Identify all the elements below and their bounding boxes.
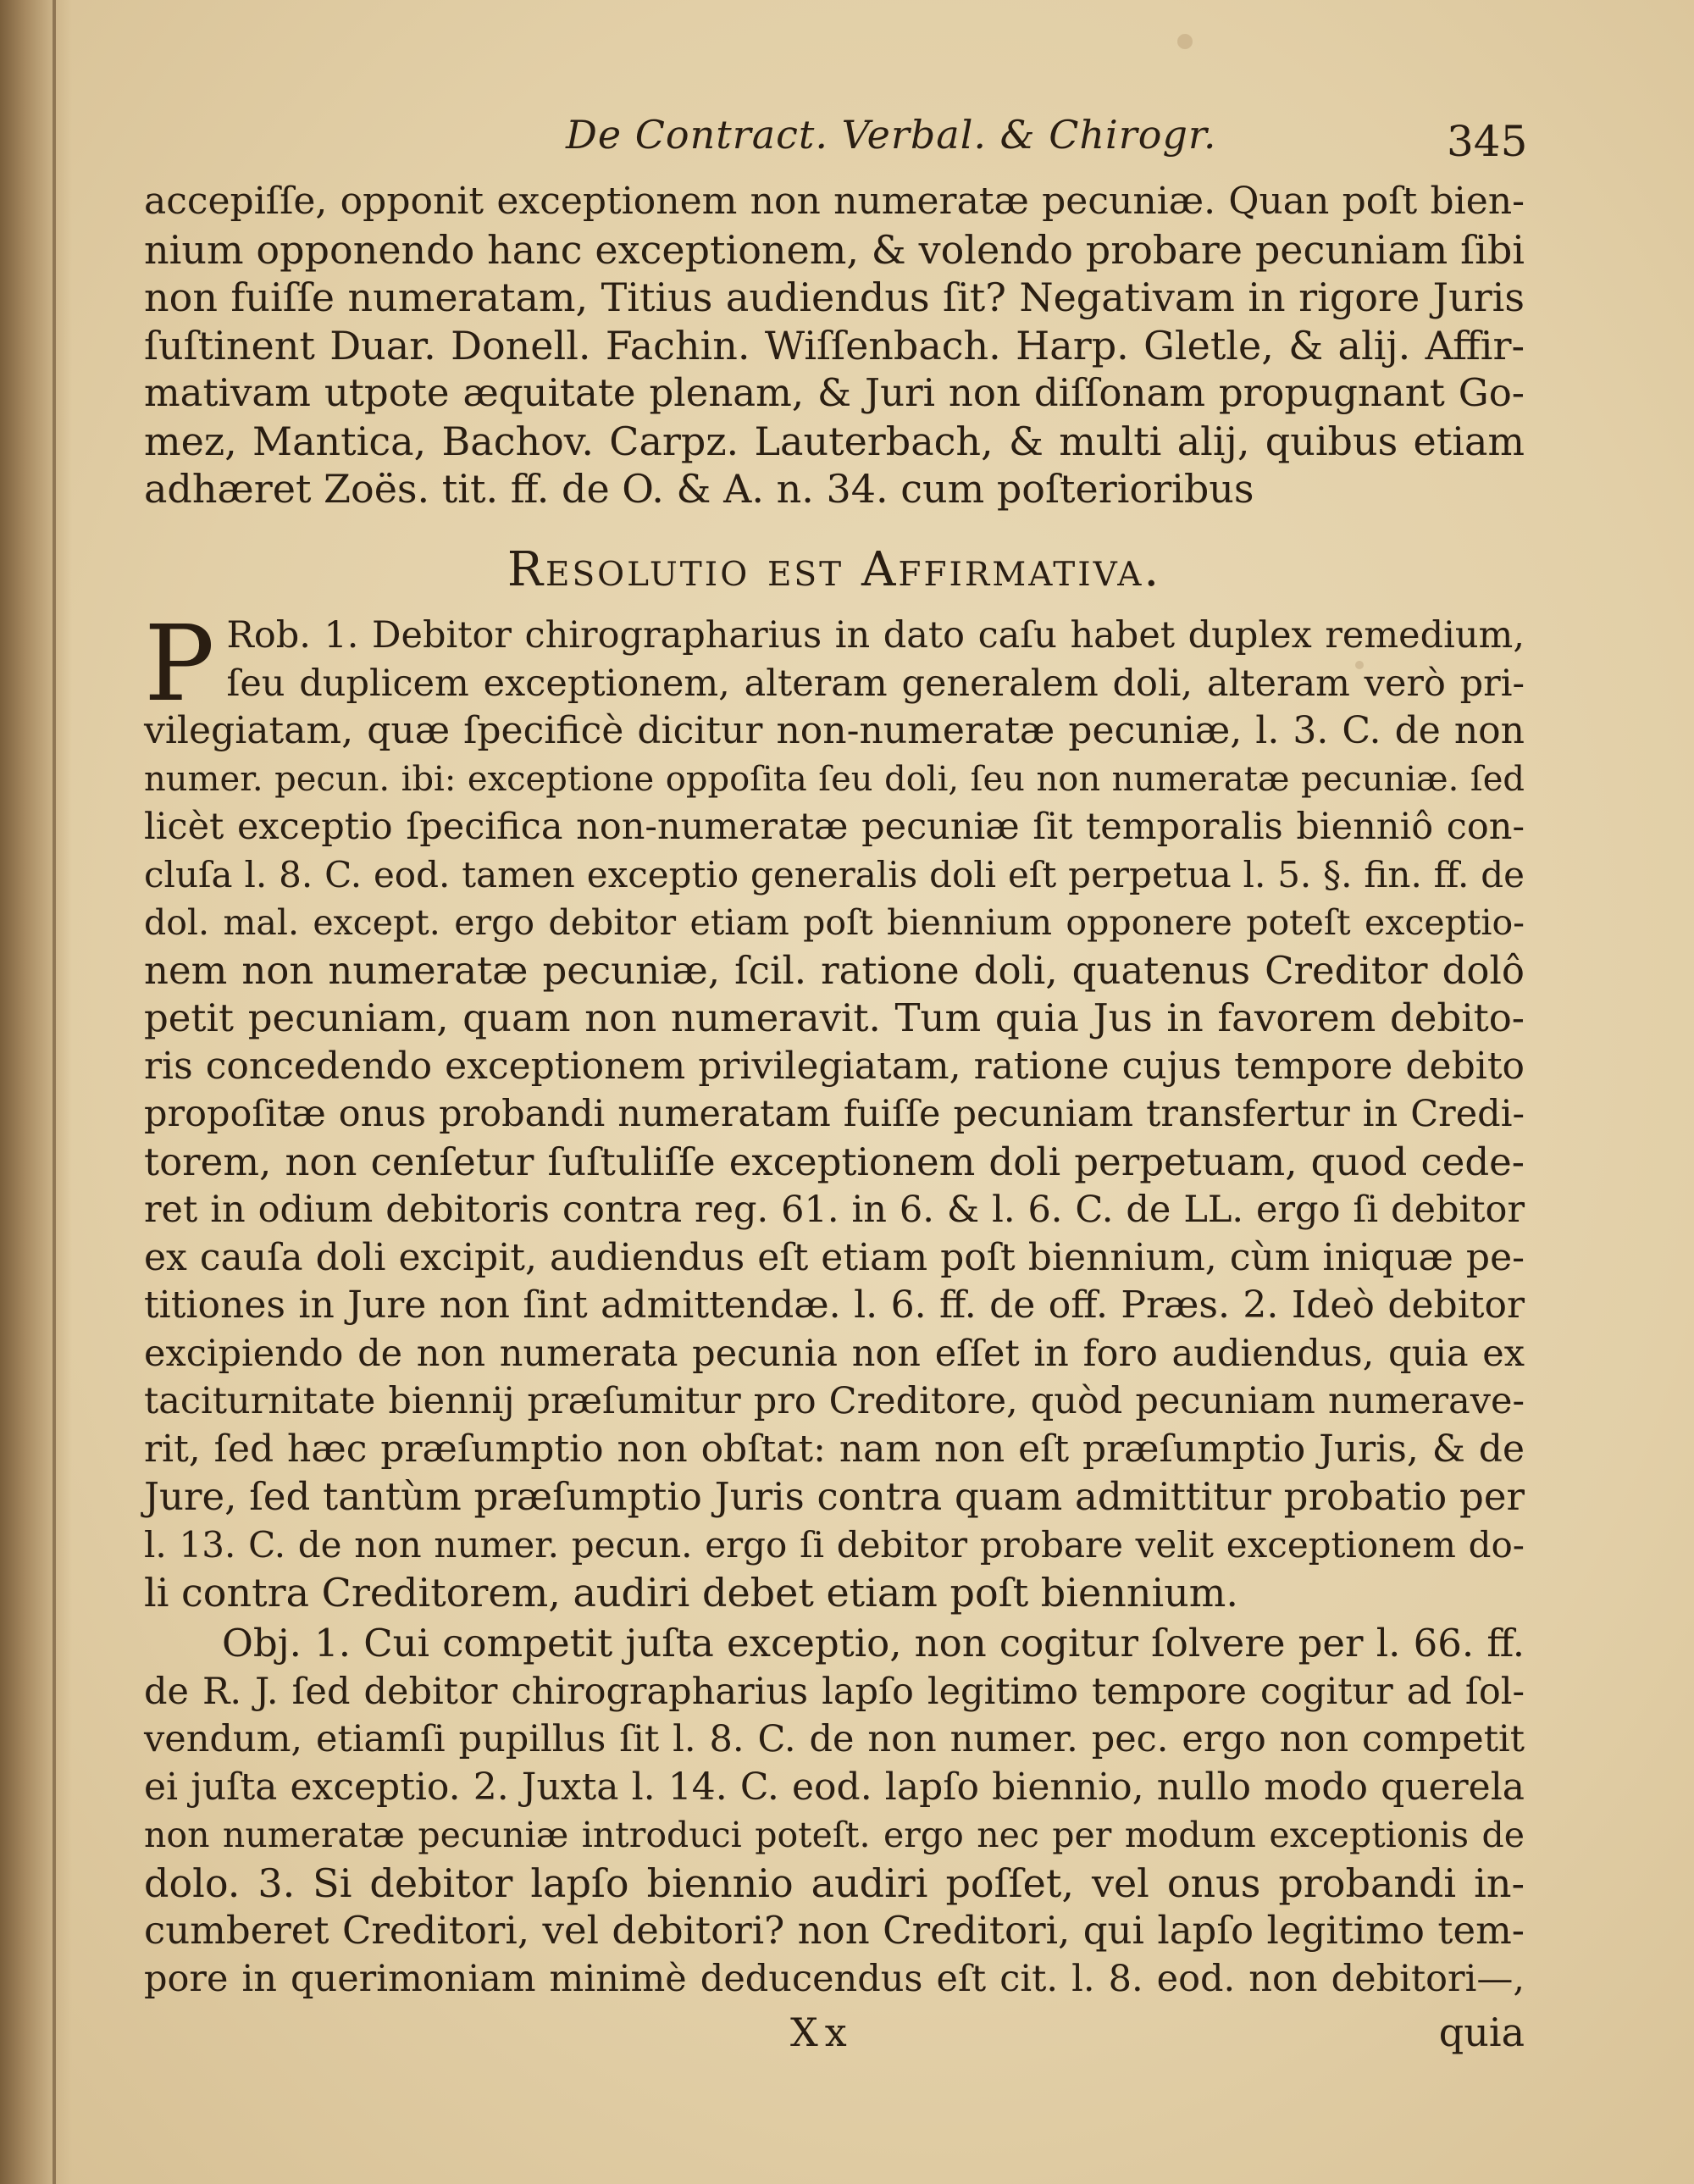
text-line: propoſitæ onus probandi numeratam fuiſſe pecuniam transfertur in Credi-	[144, 1093, 1525, 1135]
text-line: l. 13. C. de non numer. pecun. ergo ſi debitor probare velit exceptionem do-	[144, 1523, 1525, 1566]
text-line: ſeu duplicem exceptionem, alteram generalem doli, alteram verò pri-	[226, 662, 1525, 705]
text-line: cluſa l. 8. C. eod. tamen exceptio generalis doli eſt perpetua l. 5. §. fin. ff. de	[144, 853, 1525, 895]
paper-stain	[1177, 34, 1193, 49]
text-line: de R. J. ſed debitor chirographarius lapſo legitimo tempore cogitur ad ſol-	[144, 1670, 1525, 1713]
paragraph-1	[144, 178, 1525, 513]
text-line: ſuſtinent Duar. Donell. Fachin. Wiſſenbach. Harp. Gletle, & alij. Affir-	[144, 322, 1525, 369]
text-line: dolo. 3. Si debitor lapſo biennio audiri poſſet, vel onus probandi in-	[144, 1860, 1525, 1906]
text-line: non numeratæ pecuniæ introduci poteſt. ergo nec per modum exceptionis de	[144, 1815, 1525, 1855]
text-line: petit pecuniam, quam non numeravit. Tum quia Jus in favorem debito-	[144, 995, 1525, 1040]
text-line: licèt exceptio ſpecifica non-numeratæ pecuniæ ſit temporalis bienniô con-	[144, 806, 1525, 848]
text-line: ris concedendo exceptionem privilegiatam, ratione cujus tempore debito	[144, 1044, 1525, 1088]
text-line: non fuiſſe numeratam, Titius audiendus ſit? Negativam in rigore Juris	[144, 274, 1525, 320]
text-line: titiones in Jure non ſint admittendæ. l. 6. ff. de off. Præs. 2. Ideò debitor	[144, 1283, 1525, 1327]
text-line: Obj. 1. Cui competit juſta exceptio, non cogitur ſolvere per l. 66. ff.	[222, 1621, 1525, 1666]
text-line: torem, non cenſetur ſuſtuliſſe exceptionem doli perpetuam, quod cede-	[144, 1139, 1525, 1184]
text-line: rit, ſed hæc præſumptio non obſtat: nam non eſt præſumptio Juris, & de	[144, 1427, 1525, 1471]
catchword: quia	[1438, 2009, 1525, 2055]
text-line: cumberet Creditori, vel debitori? non Creditori, qui lapſo legitimo tem-	[144, 1908, 1525, 1953]
text-line: dol. mal. except. ergo debitor etiam poſt biennium opponere poteſt exceptio-	[144, 902, 1525, 943]
text-line: mativam utpote æquitate plenam, & Juri non diſſonam propugnant Go-	[144, 370, 1525, 415]
running-title: De Contract. Verbal. & Chirogr.	[566, 112, 1217, 158]
page-gutter	[0, 0, 72, 2184]
text-line: nem non numeratæ pecuniæ, ſcil. ratione doli, quatenus Creditor dolô	[144, 947, 1525, 993]
text-line: vilegiatam, quæ ſpecificè dicitur non-numeratæ pecuniæ, l. 3. C. de non	[144, 709, 1525, 752]
text-line: mez, Mantica, Bachov. Carpz. Lauterbach, & multi alij, quibus etiam	[144, 418, 1525, 464]
drop-cap: P	[144, 603, 215, 725]
page-number: 345	[1447, 117, 1528, 166]
text-line: taciturnitate biennij præſumitur pro Creditore, quòd pecuniam numerave-	[144, 1380, 1525, 1422]
page-footer	[144, 2009, 1525, 2060]
text-line: li contra Creditorem, audiri debet etiam poſt biennium.	[144, 1570, 1239, 1616]
text-line: adhæret Zoës. tit. ff. de O. & A. n. 34. cum poſterioribus	[144, 466, 1254, 512]
paragraph-2	[144, 603, 1525, 1617]
paragraph-3	[144, 1620, 1525, 2003]
text-line: nium opponendo hanc exceptionem, & volendo probare pecuniam ſibi	[144, 226, 1525, 273]
text-line: ei juſta exceptio. 2. Juxta l. 14. C. eod. lapſo biennio, nullo modo querela	[144, 1765, 1525, 1809]
text-line: pore in querimoniam minimè deducendus eſt cit. l. 8. eod. non debitori—,	[144, 1957, 1525, 2000]
text-line: ret in odium debitoris contra reg. 61. in 6. & l. 6. C. de LL. ergo ſi debitor	[144, 1189, 1525, 1231]
spine-shadow	[53, 0, 56, 2184]
text-line: ex cauſa doli excipit, audiendus eſt etiam poſt biennium, cùm iniquæ pe-	[144, 1235, 1525, 1279]
section-heading: Resolutio est Affirmativa.	[507, 542, 1162, 597]
text-line: Jure, ſed tantùm præſumptio Juris contra quam admittitur probatio per	[144, 1474, 1525, 1519]
text-line: excipiendo de non numerata pecunia non eſſet in foro audiendus, quia ex	[144, 1332, 1525, 1375]
text-line: accepiſſe, opponit exceptionem non numeratæ pecuniæ. Quan poſt bien-	[144, 180, 1525, 223]
text-line: Rob. 1. Debitor chirographarius in dato caſu habet duplex remedium,	[226, 614, 1525, 657]
text-line: vendum, etiamſi pupillus ſit l. 8. C. de non numer. pec. ergo non competit	[144, 1718, 1525, 1760]
signature-mark: Xx	[790, 2009, 854, 2055]
text-line: numer. pecun. ibi: exceptione oppoſita ſeu doli, ſeu non numeratæ pecuniæ. ſed	[144, 759, 1525, 799]
